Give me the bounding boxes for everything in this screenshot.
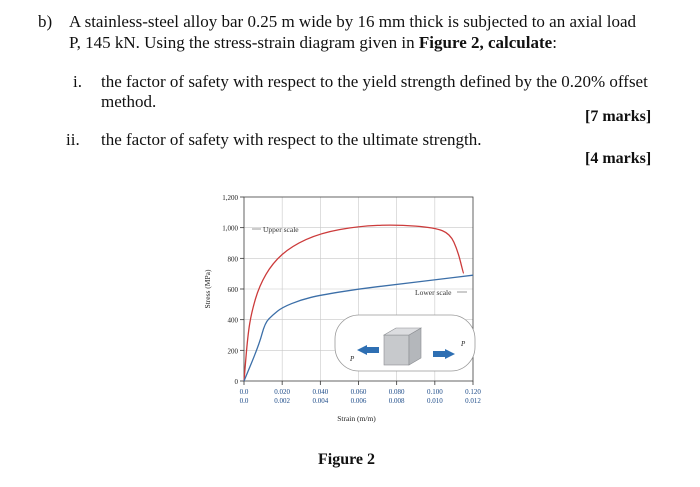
tension-inset xyxy=(335,315,475,371)
chart-labels xyxy=(203,194,481,423)
part-i-line-2: method. xyxy=(101,92,157,111)
load-label-right: P xyxy=(461,340,466,348)
y-tick-label: 400 xyxy=(227,316,238,325)
question-label: b) xyxy=(38,12,53,31)
stress-strain-figure xyxy=(195,185,495,440)
x-upper-tick-label: 0.080 xyxy=(388,388,405,396)
x-axis-title: Strain (m/m) xyxy=(337,414,376,423)
y-tick-label: 200 xyxy=(227,347,238,356)
lower-scale-label: Lower scale xyxy=(415,288,452,297)
part-i-label: i. xyxy=(73,72,82,91)
bar-block xyxy=(384,335,409,365)
part-i-marks: [7 marks] xyxy=(585,108,652,125)
y-tick-label: 800 xyxy=(227,255,238,264)
part-ii-label: ii. xyxy=(66,130,80,149)
x-lower-tick-label: 0.008 xyxy=(388,397,405,405)
question-line-2-text: P, 145 kN. Using the stress-strain diagram given in xyxy=(69,33,419,52)
part-ii-marks: [4 marks] xyxy=(585,150,652,167)
figure-reference: Figure 2, calculate xyxy=(418,33,553,52)
x-upper-tick-label: 0.060 xyxy=(350,388,367,396)
x-upper-tick-label: 0.100 xyxy=(426,388,443,396)
stress-strain-chart xyxy=(195,185,495,435)
x-lower-tick-label: 0.012 xyxy=(465,397,481,405)
part-ii-line-1: the factor of safety with respect to the ultimate strength. xyxy=(101,130,482,149)
figure-caption: Figure 2 xyxy=(318,451,376,468)
y-axis-title: Stress (MPa) xyxy=(203,269,212,309)
x-lower-tick-label: 0.002 xyxy=(274,397,291,405)
x-lower-tick-label: 0.010 xyxy=(426,397,443,405)
load-label-left: P xyxy=(350,355,355,363)
y-tick-label: 600 xyxy=(227,286,238,294)
question-line-2 xyxy=(69,32,557,53)
x-upper-tick-label: 0.020 xyxy=(274,388,291,396)
x-lower-tick-label: 0.004 xyxy=(312,397,329,405)
upper-scale-label: Upper scale xyxy=(263,225,299,234)
y-tick-label: 1,200 xyxy=(222,194,238,202)
x-upper-tick-label: 0.040 xyxy=(312,388,329,396)
x-lower-tick-label: 0.0 xyxy=(239,397,249,405)
question-line-1: A stainless-steel alloy bar 0.25 m wide by 16 mm thick is subjected to an axial load xyxy=(69,12,637,31)
question-line-2-end: : xyxy=(552,33,557,52)
x-upper-tick-label: 0.120 xyxy=(465,388,481,396)
x-lower-tick-label: 0.006 xyxy=(350,397,367,405)
y-tick-label: 1,000 xyxy=(222,224,238,233)
y-tick-label: 0 xyxy=(234,378,238,386)
part-i-line-1: the factor of safety with respect to the yield strength defined by the 0.20% offset xyxy=(101,72,648,91)
x-upper-tick-label: 0.0 xyxy=(239,388,249,396)
